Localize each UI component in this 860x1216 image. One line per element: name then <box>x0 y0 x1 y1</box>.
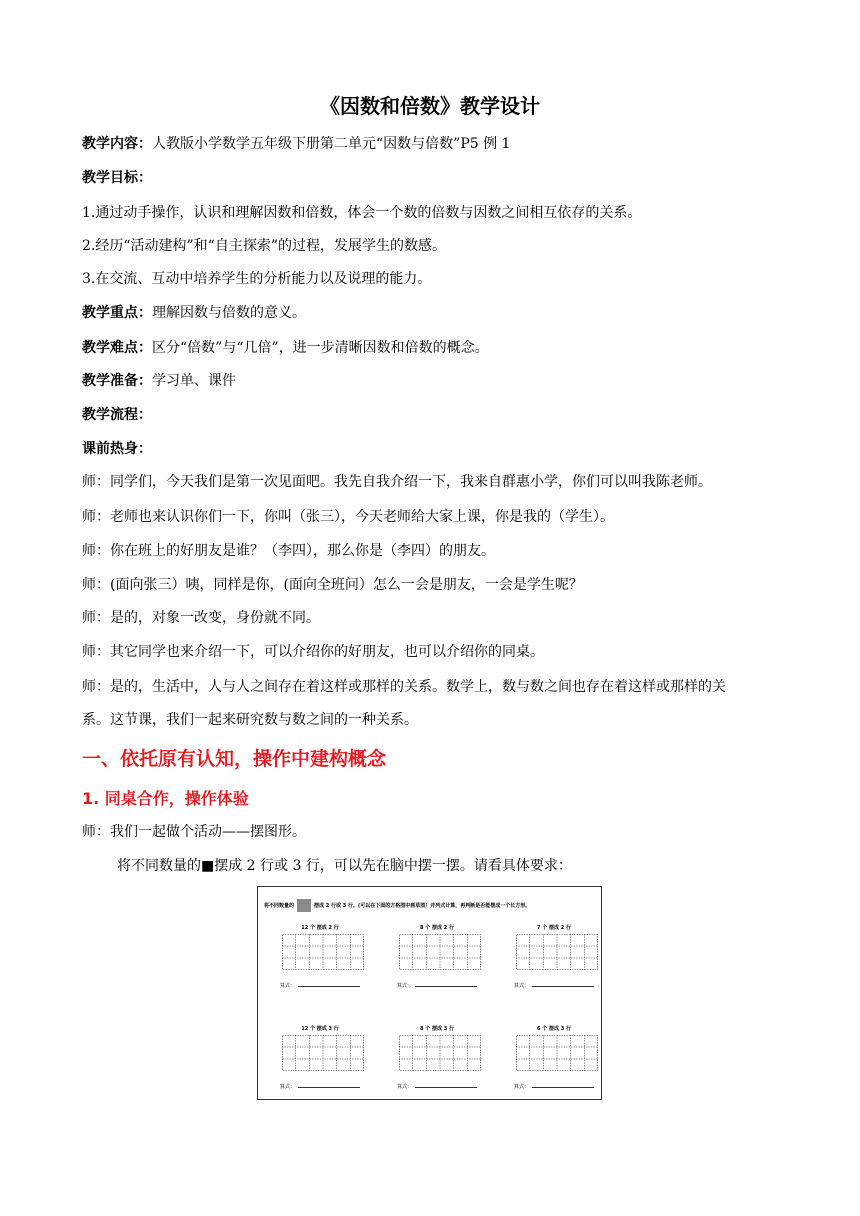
preparation-label: 教学准备： <box>82 373 152 389</box>
formula-label: 算式： <box>514 1084 530 1090</box>
dialog-line: 师：其它同学也来介绍一下，可以介绍你的好朋友，也可以介绍你的同桌。 <box>82 644 544 660</box>
goal-item: 2.经历“活动建构”和“自主探索”的过程，发展学生的数感。 <box>82 238 446 254</box>
preparation-text: 学习单、课件 <box>152 373 236 389</box>
answer-blank <box>415 1087 477 1088</box>
worksheet-header <box>264 898 595 914</box>
teaching-flow-label: 教学流程： <box>82 407 152 423</box>
section-heading: 一、依托原有认知，操作中建构概念 <box>82 748 387 770</box>
formula-line <box>280 982 360 989</box>
formula-label: 算式： <box>397 1084 413 1090</box>
formula-line <box>514 1083 594 1090</box>
warmup-label: 课前热身： <box>82 441 152 457</box>
dot-grid <box>516 934 598 970</box>
worksheet-image <box>257 886 602 1100</box>
answer-blank <box>298 986 360 987</box>
cell-caption: 8 个 摆成 2 行 <box>420 925 454 931</box>
preparation-line <box>82 371 782 391</box>
worksheet-header-right: 摆成 2 行或 3 行。(可以在下面的方格图中画草图）并列式计算，再判断是否能摆成一个长方形。 <box>314 903 531 909</box>
teaching-goals-label: 教学目标： <box>82 170 152 186</box>
key-point-text: 理解因数与倍数的意义。 <box>152 305 306 321</box>
warmup-heading <box>82 439 782 459</box>
cell-caption: 8 个 摆成 3 行 <box>420 1026 454 1032</box>
activity-instruction: 将不同数量的■摆成 2 行或 3 行，可以先在脑中摆一摆。请看具体要求： <box>117 858 572 874</box>
formula-line <box>514 982 594 989</box>
gray-square-icon <box>297 899 311 912</box>
worksheet-cell <box>270 1025 370 1105</box>
answer-blank <box>415 986 477 987</box>
difficulty-label: 教学难点： <box>82 340 152 356</box>
key-point-label: 教学重点： <box>82 305 152 321</box>
answer-blank <box>532 1087 594 1088</box>
cell-caption: 12 个 摆成 2 行 <box>301 925 339 931</box>
cell-caption: 6 个 摆成 3 行 <box>537 1026 571 1032</box>
formula-line <box>397 982 477 989</box>
formula-label: 算式： <box>514 983 530 989</box>
dot-grid <box>282 934 364 970</box>
worksheet-cell <box>387 1025 487 1105</box>
worksheet-cell <box>387 924 487 1004</box>
page-title: 《因数和倍数》教学设计 <box>320 94 540 118</box>
dot-grid <box>516 1035 598 1071</box>
dialog-line: 师：是的，对象一改变，身份就不同。 <box>82 610 320 626</box>
worksheet-cell <box>504 924 604 1004</box>
answer-blank <box>298 1087 360 1088</box>
teaching-content-text: 人教版小学数学五年级下册第二单元“因数与倍数”P5 例 1 <box>152 136 511 152</box>
dot-grid <box>399 1035 481 1071</box>
cell-caption: 12 个 摆成 3 行 <box>301 1026 339 1032</box>
subsection-heading: 1. 同桌合作，操作体验 <box>82 789 249 808</box>
dialog-line: 师：是的，生活中，人与人之间存在着这样或那样的关系。数学上，数与数之间也存在着这样或那样的关 <box>82 679 726 695</box>
teaching-content-line <box>82 134 782 154</box>
cell-caption: 7 个 摆成 2 行 <box>537 925 571 931</box>
worksheet-header-left: 将不同数量的 <box>264 903 295 909</box>
dialog-line: 师：(面向张三）咦，同样是你，(面向全班问）怎么一会是朋友，一会是学生呢？ <box>82 577 583 593</box>
formula-label: 算式： <box>280 983 296 989</box>
teaching-flow-heading <box>82 405 782 425</box>
goal-item: 1.通过动手操作，认识和理解因数和倍数，体会一个数的倍数与因数之间相互依存的关系。 <box>82 205 642 221</box>
formula-line <box>280 1083 360 1090</box>
teaching-goals-heading <box>82 168 782 188</box>
difficulty-text: 区分“倍数”与“几倍”，进一步清晰因数和倍数的概念。 <box>152 340 489 356</box>
worksheet-cell <box>270 924 370 1004</box>
dialog-line: 师：你在班上的好朋友是谁？（李四），那么你是（李四）的朋友。 <box>82 543 495 559</box>
teaching-content-label: 教学内容： <box>82 136 152 152</box>
dialog-line: 师：同学们，今天我们是第一次见面吧。我先自我介绍一下，我来自群惠小学，你们可以叫我陈老师。 <box>82 474 712 490</box>
activity-intro: 师：我们一起做个活动——摆图形。 <box>82 824 306 840</box>
formula-label: 算式： <box>397 983 413 989</box>
worksheet-cell <box>504 1025 604 1105</box>
key-point-line <box>82 303 782 323</box>
dialog-line: 系。这节课，我们一起来研究数与数之间的一种关系。 <box>82 712 418 728</box>
dot-grid <box>282 1035 364 1071</box>
dialog-line: 师：老师也来认识你们一下，你叫（张三），今天老师给大家上课，你是我的（学生）。 <box>82 509 614 525</box>
answer-blank <box>532 986 594 987</box>
formula-label: 算式： <box>280 1084 296 1090</box>
formula-line <box>397 1083 477 1090</box>
dot-grid <box>399 934 481 970</box>
difficulty-line <box>82 338 782 358</box>
goal-item: 3.在交流、互动中培养学生的分析能力以及说理的能力。 <box>82 271 432 287</box>
